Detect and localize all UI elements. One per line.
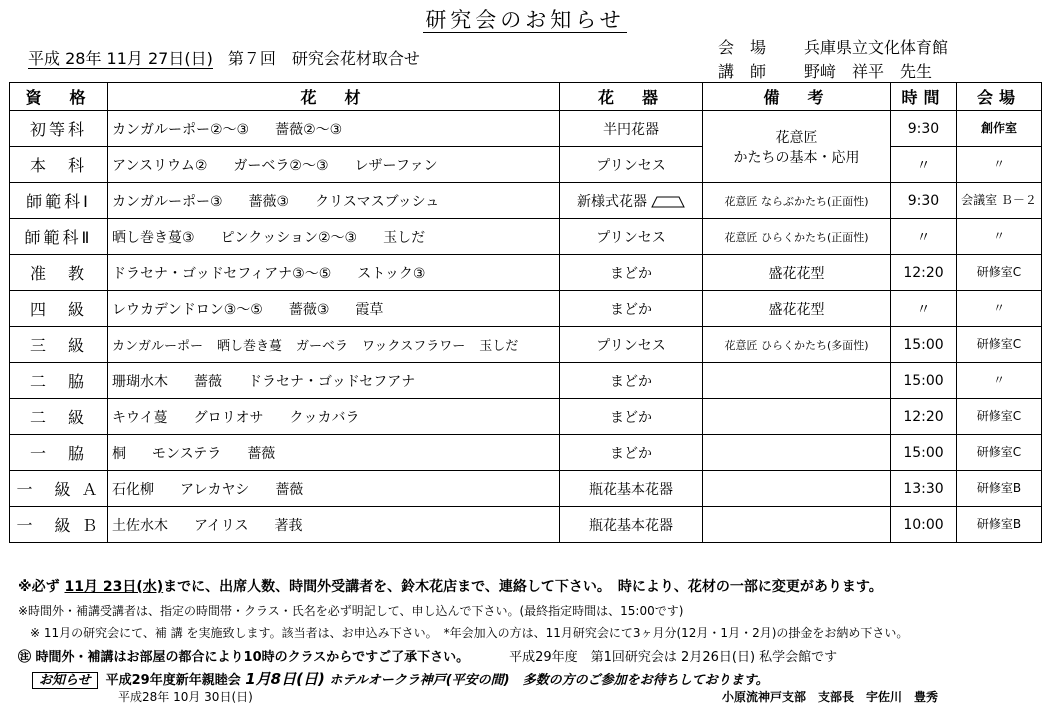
note-cell	[703, 363, 891, 399]
venue-value: 兵庫県立文化体育館	[804, 38, 949, 57]
table-row	[10, 399, 1042, 435]
note-cell: 花意匠 ひらくかたち(多面性)	[703, 327, 891, 363]
flower-cell	[108, 111, 560, 147]
flower-item: キウイ蔓	[112, 409, 168, 426]
grade-cell: 一 級 Ｂ	[10, 507, 108, 543]
table-row	[10, 291, 1042, 327]
venue-label: 会 場	[718, 38, 767, 57]
footer-line	[18, 688, 1038, 706]
flower-item: アイリス	[194, 517, 249, 534]
flower-item: クリスマスブッシュ	[315, 193, 440, 210]
flower-item: 桐	[112, 445, 126, 462]
time-cell: 9:30	[891, 111, 957, 147]
grade-cell: 二 級	[10, 399, 108, 435]
grade-cell: 本 科	[10, 147, 108, 183]
lecturer-value: 野﨑 祥平 先生	[804, 62, 933, 81]
flower-cell	[108, 471, 560, 507]
vase-cell: プリンセス	[560, 327, 703, 363]
issue-date: 平成28年 10月 30日(日)	[118, 690, 253, 704]
flower-item: 薔薇	[194, 373, 222, 390]
header-time: 時間	[891, 83, 957, 111]
meeting-line	[28, 46, 420, 69]
note-supplementary: ※ 11月の研究会にて、補 講 を実施致します。該当者は、お申込み下さい。 *年会加入の方は、11月研究会にて3ヶ月分(12月・1月・2月)の掛金をお納め下さい。	[30, 626, 909, 640]
flower-item: 玉しだ	[383, 229, 426, 246]
room-cell: 研修室C	[957, 399, 1042, 435]
header-flowers: 花 材	[108, 83, 560, 111]
room-cell: 研修室C	[957, 435, 1042, 471]
grade-cell: 二 脇	[10, 363, 108, 399]
flower-item: モンステラ	[152, 445, 222, 462]
meeting-date: 平成 28年 11月 27日(日)	[28, 49, 213, 68]
table-row	[10, 255, 1042, 291]
flower-item: 土佐水木	[112, 517, 168, 534]
room-cell: 研修室C	[957, 327, 1042, 363]
table-row	[10, 471, 1042, 507]
meeting-session: 第７回 研究会花材取合せ	[227, 49, 420, 68]
note-cell: 盛花花型	[703, 255, 891, 291]
flower-item: ピンクッション②～③	[220, 229, 358, 246]
room-cell: 研修室B	[957, 471, 1042, 507]
note-cell	[703, 471, 891, 507]
vase-cell: 瓶花基本花器	[560, 471, 703, 507]
vase-cell: まどか	[560, 291, 703, 327]
time-cell: 9:30	[891, 183, 957, 219]
time-cell: 12:20	[891, 399, 957, 435]
vase-cell: プリンセス	[560, 219, 703, 255]
vase-cell: まどか	[560, 435, 703, 471]
flower-item: ドラセナ・ゴッドセフィアナ③～⑤	[112, 265, 332, 282]
flower-item: グロリオサ	[193, 409, 264, 426]
note-line: かたちの基本・応用	[733, 149, 860, 166]
flower-item: 著莪	[274, 517, 303, 534]
note-cell: 花意匠 ならぶかたち(正面性)	[703, 183, 891, 219]
flower-item: 薔薇	[247, 445, 276, 462]
table-row	[10, 111, 1042, 147]
trapezoid-vase-icon	[651, 196, 685, 208]
note-cell	[703, 507, 891, 543]
room-cell: 〃	[957, 147, 1042, 183]
deadline-date: 11月 23日(水)	[64, 579, 164, 595]
flower-item: 薔薇	[275, 481, 304, 498]
flower-cell	[108, 399, 560, 435]
vase-cell: まどか	[560, 399, 703, 435]
header-room: 会場	[957, 83, 1042, 111]
note-attention: ㊟ 時間外・補講はお部屋の都合により10時のクラスからですご了承下さい。 平成29年度 第1回研究会は 2月26日(日) 私学会館です	[18, 650, 838, 665]
time-cell: 12:20	[891, 255, 957, 291]
schedule-table	[9, 82, 1042, 543]
flower-item: レザーファン	[354, 157, 438, 174]
time-cell: 15:00	[891, 435, 957, 471]
table-row	[10, 435, 1042, 471]
flower-item: カンガルーポー	[112, 339, 204, 354]
header-grade: 資 格	[10, 83, 108, 111]
time-cell: 〃	[891, 147, 957, 183]
flower-item: 玉しだ	[479, 339, 519, 354]
flower-item: 薔薇②～③	[275, 121, 343, 138]
flower-item: クッカバラ	[289, 409, 360, 426]
grade-cell: 師範科Ⅱ	[10, 219, 108, 255]
flower-item: 珊瑚水木	[112, 373, 168, 390]
flower-cell	[108, 327, 560, 363]
table-row	[10, 327, 1042, 363]
flower-item: 晒し巻き蔓③	[112, 229, 195, 246]
room-cell: 研修室C	[957, 255, 1042, 291]
table-row	[10, 219, 1042, 255]
party-date: 1月8日(日)	[245, 670, 325, 688]
room-cell: 〃	[957, 219, 1042, 255]
flower-cell	[108, 183, 560, 219]
grade-cell: 一 脇	[10, 435, 108, 471]
table-header-row	[10, 83, 1042, 111]
time-cell: 10:00	[891, 507, 957, 543]
page-title: 研究会のお知らせ	[425, 8, 625, 32]
vase-cell: まどか	[560, 363, 703, 399]
flower-cell	[108, 507, 560, 543]
flower-cell	[108, 435, 560, 471]
flower-item: アンスリウム②	[112, 157, 208, 174]
flower-cell	[108, 255, 560, 291]
time-cell: 〃	[891, 219, 957, 255]
room-cell: 会議室 Ｂ－２	[957, 183, 1042, 219]
note-extra-lessons: ※時間外・補講受講者は、指定の時間帯・クラス・氏名を必ず明記して、申し込んで下さい。(最終指定時間は、15:00です)	[18, 604, 684, 618]
note-cell-merged	[703, 111, 891, 183]
note-cell: 花意匠 ひらくかたち(正面性)	[703, 219, 891, 255]
flower-item: 薔薇③	[248, 193, 290, 210]
grade-cell: 三 級	[10, 327, 108, 363]
grade-cell: 師範科Ⅰ	[10, 183, 108, 219]
flower-item: アレカヤシ	[180, 481, 250, 498]
note-announcement: お知らせ 平成29年度新年親睦会 1月8日(日) ホテルオークラ神戸(平安の間) 多数の方のご参加をお待ちしております。	[18, 668, 1038, 688]
flower-item: ストック③	[357, 265, 426, 282]
flower-cell	[108, 291, 560, 327]
time-cell: 〃	[891, 291, 957, 327]
flower-item: 石化柳	[112, 481, 154, 498]
table-row	[10, 363, 1042, 399]
note-cell: 盛花花型	[703, 291, 891, 327]
announcement-badge: お知らせ	[32, 672, 98, 689]
time-cell: 13:30	[891, 471, 957, 507]
room-cell: 〃	[957, 291, 1042, 327]
flower-item: カンガルーポー③	[112, 193, 223, 210]
room-cell: 創作室	[957, 111, 1042, 147]
flower-cell	[108, 147, 560, 183]
table-row	[10, 507, 1042, 543]
flower-item: ワックスフラワー	[362, 339, 466, 354]
flower-item: レウカデンドロン③～⑤	[112, 301, 263, 318]
note-cell	[703, 435, 891, 471]
grade-cell: 四 級	[10, 291, 108, 327]
vase-cell: プリンセス	[560, 147, 703, 183]
flower-item: ガーベラ②～③	[233, 157, 329, 174]
flower-item: 薔薇③	[288, 301, 330, 318]
vase-cell: 瓶花基本花器	[560, 507, 703, 543]
header-note: 備 考	[703, 83, 891, 111]
venue-info	[718, 36, 948, 84]
flower-item: 霞草	[355, 301, 384, 318]
vase-cell: まどか	[560, 255, 703, 291]
header-vase: 花 器	[560, 83, 703, 111]
note-deadline: ※必ず 11月 23日(水)までに、出席人数、時間外受講者を、鈴木花店まで、連絡して下さい。 時により、花材の一部に変更があります。	[18, 579, 883, 595]
note-cell	[703, 399, 891, 435]
lecturer-label: 講 師	[718, 62, 767, 81]
grade-cell: 一 級 Ａ	[10, 471, 108, 507]
time-cell: 15:00	[891, 327, 957, 363]
room-cell: 研修室B	[957, 507, 1042, 543]
signature: 小原流神戸支部 支部長 宇佐川 豊秀	[722, 690, 939, 704]
notes-section	[18, 576, 1038, 706]
flower-item: ガーベラ	[296, 339, 349, 354]
room-cell: 〃	[957, 363, 1042, 399]
grade-cell: 初等科	[10, 111, 108, 147]
flower-cell	[108, 219, 560, 255]
flower-item: カンガルーポー②～③	[112, 121, 250, 138]
flower-item: ドラセナ・ゴッドセフアナ	[248, 373, 416, 390]
note-line: 花意匠	[775, 129, 818, 146]
vase-label: 新様式花器	[577, 193, 647, 210]
next-meeting: 平成29年度 第1回研究会は 2月26日(日) 私学会館です	[509, 650, 838, 665]
grade-cell: 准 教	[10, 255, 108, 291]
vase-cell	[560, 183, 703, 219]
flower-item: 晒し巻き蔓	[217, 339, 283, 354]
time-cell: 15:00	[891, 363, 957, 399]
table-row	[10, 183, 1042, 219]
flower-cell	[108, 363, 560, 399]
vase-cell: 半円花器	[560, 111, 703, 147]
